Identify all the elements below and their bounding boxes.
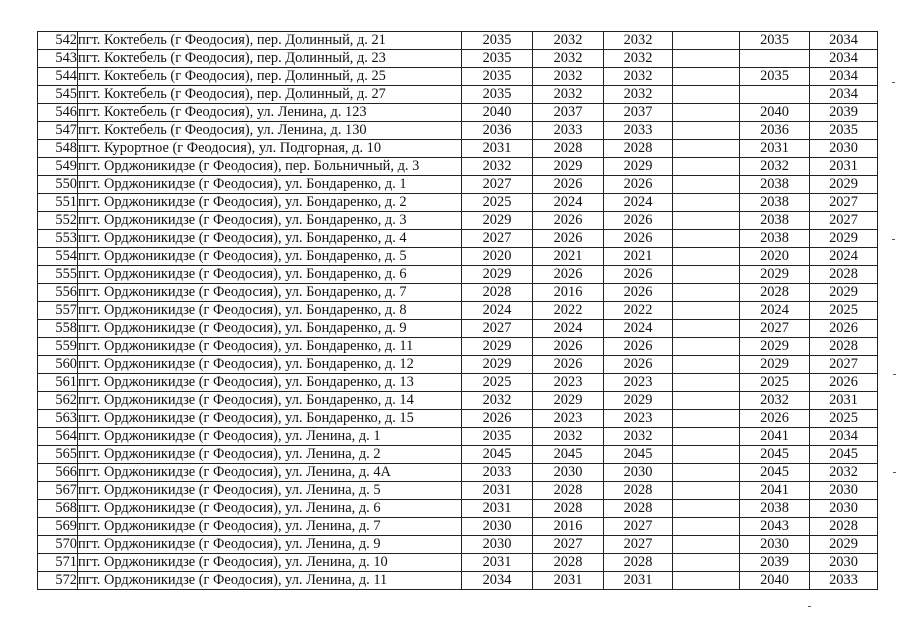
year-col-6: 2027 xyxy=(810,356,878,374)
scan-speck xyxy=(892,239,895,240)
table-row xyxy=(38,86,878,104)
year-col-6: 2030 xyxy=(810,140,878,158)
year-col-2: 2032 xyxy=(533,86,604,104)
year-col-2: 2028 xyxy=(533,500,604,518)
table-row xyxy=(38,266,878,284)
year-col-2: 2024 xyxy=(533,194,604,212)
address-cell: пгт. Коктебель (г Феодосия), пер. Долинный, д. 27 xyxy=(78,86,462,104)
year-col-4 xyxy=(673,140,740,158)
row-number: 550 xyxy=(38,176,78,194)
year-col-6: 2030 xyxy=(810,500,878,518)
year-col-1: 2035 xyxy=(462,86,533,104)
row-number: 553 xyxy=(38,230,78,248)
row-number: 545 xyxy=(38,86,78,104)
year-col-4 xyxy=(673,374,740,392)
year-col-4 xyxy=(673,338,740,356)
year-col-1: 2030 xyxy=(462,536,533,554)
year-col-3: 2029 xyxy=(604,158,673,176)
table-row xyxy=(38,212,878,230)
year-col-3: 2045 xyxy=(604,446,673,464)
address-cell: пгт. Орджоникидзе (г Феодосия), ул. Ленина, д. 10 xyxy=(78,554,462,572)
year-col-4 xyxy=(673,518,740,536)
table-row xyxy=(38,392,878,410)
address-cell: пгт. Орджоникидзе (г Феодосия), ул. Ленина, д. 1 xyxy=(78,428,462,446)
row-number: 554 xyxy=(38,248,78,266)
year-col-1: 2033 xyxy=(462,464,533,482)
year-col-1: 2025 xyxy=(462,374,533,392)
year-col-1: 2040 xyxy=(462,104,533,122)
year-col-1: 2027 xyxy=(462,176,533,194)
row-number: 557 xyxy=(38,302,78,320)
year-col-1: 2030 xyxy=(462,518,533,536)
year-col-5 xyxy=(740,86,810,104)
year-col-5: 2028 xyxy=(740,284,810,302)
address-cell: пгт. Коктебель (г Феодосия), ул. Ленина, д. 130 xyxy=(78,122,462,140)
address-cell: пгт. Орджоникидзе (г Феодосия), ул. Бондаренко, д. 4 xyxy=(78,230,462,248)
year-col-4 xyxy=(673,356,740,374)
year-col-5: 2038 xyxy=(740,212,810,230)
year-col-6: 2028 xyxy=(810,518,878,536)
year-col-4 xyxy=(673,554,740,572)
year-col-1: 2024 xyxy=(462,302,533,320)
address-cell: пгт. Курортное (г Феодосия), ул. Подгорная, д. 10 xyxy=(78,140,462,158)
year-col-3: 2032 xyxy=(604,50,673,68)
year-col-1: 2031 xyxy=(462,140,533,158)
year-col-6: 2032 xyxy=(810,464,878,482)
address-cell: пгт. Орджоникидзе (г Феодосия), ул. Бондаренко, д. 6 xyxy=(78,266,462,284)
row-number: 562 xyxy=(38,392,78,410)
address-cell: пгт. Орджоникидзе (г Феодосия), ул. Ленина, д. 4А xyxy=(78,464,462,482)
row-number: 570 xyxy=(38,536,78,554)
year-col-2: 2026 xyxy=(533,212,604,230)
year-col-4 xyxy=(673,212,740,230)
address-cell: пгт. Коктебель (г Феодосия), пер. Долинный, д. 25 xyxy=(78,68,462,86)
year-col-5: 2035 xyxy=(740,32,810,50)
housing-register-table xyxy=(37,31,878,590)
row-number: 565 xyxy=(38,446,78,464)
year-col-3: 2031 xyxy=(604,572,673,590)
year-col-5: 2036 xyxy=(740,122,810,140)
year-col-3: 2027 xyxy=(604,536,673,554)
address-cell: пгт. Орджоникидзе (г Феодосия), ул. Ленина, д. 2 xyxy=(78,446,462,464)
year-col-4 xyxy=(673,410,740,428)
year-col-6: 2028 xyxy=(810,338,878,356)
year-col-3: 2033 xyxy=(604,122,673,140)
year-col-6: 2028 xyxy=(810,266,878,284)
row-number: 563 xyxy=(38,410,78,428)
row-number: 548 xyxy=(38,140,78,158)
year-col-1: 2029 xyxy=(462,212,533,230)
table-row xyxy=(38,230,878,248)
year-col-1: 2027 xyxy=(462,230,533,248)
year-col-5: 2038 xyxy=(740,500,810,518)
year-col-3: 2028 xyxy=(604,140,673,158)
table-row xyxy=(38,248,878,266)
year-col-1: 2031 xyxy=(462,500,533,518)
table-row xyxy=(38,518,878,536)
address-cell: пгт. Коктебель (г Феодосия), пер. Долинный, д. 23 xyxy=(78,50,462,68)
year-col-2: 2032 xyxy=(533,50,604,68)
year-col-4 xyxy=(673,194,740,212)
address-cell: пгт. Орджоникидзе (г Феодосия), ул. Ленина, д. 9 xyxy=(78,536,462,554)
year-col-1: 2036 xyxy=(462,122,533,140)
year-col-5: 2024 xyxy=(740,302,810,320)
year-col-2: 2016 xyxy=(533,518,604,536)
year-col-3: 2022 xyxy=(604,302,673,320)
table-row xyxy=(38,482,878,500)
year-col-2: 2024 xyxy=(533,320,604,338)
year-col-5: 2041 xyxy=(740,428,810,446)
year-col-5: 2038 xyxy=(740,230,810,248)
year-col-5: 2039 xyxy=(740,554,810,572)
year-col-2: 2033 xyxy=(533,122,604,140)
row-number: 555 xyxy=(38,266,78,284)
address-cell: пгт. Орджоникидзе (г Феодосия), ул. Ленина, д. 6 xyxy=(78,500,462,518)
year-col-5: 2041 xyxy=(740,482,810,500)
row-number: 546 xyxy=(38,104,78,122)
year-col-3: 2030 xyxy=(604,464,673,482)
year-col-4 xyxy=(673,464,740,482)
year-col-5: 2026 xyxy=(740,410,810,428)
row-number: 542 xyxy=(38,32,78,50)
year-col-2: 2032 xyxy=(533,428,604,446)
year-col-3: 2032 xyxy=(604,428,673,446)
table-row xyxy=(38,50,878,68)
year-col-6: 2026 xyxy=(810,320,878,338)
year-col-1: 2031 xyxy=(462,482,533,500)
address-cell: пгт. Орджоникидзе (г Феодосия), ул. Бондаренко, д. 11 xyxy=(78,338,462,356)
year-col-5: 2029 xyxy=(740,266,810,284)
year-col-6: 2029 xyxy=(810,284,878,302)
table-row xyxy=(38,428,878,446)
table-row xyxy=(38,554,878,572)
year-col-3: 2032 xyxy=(604,68,673,86)
year-col-6: 2027 xyxy=(810,194,878,212)
year-col-5: 2032 xyxy=(740,158,810,176)
year-col-4 xyxy=(673,536,740,554)
year-col-3: 2028 xyxy=(604,500,673,518)
year-col-2: 2026 xyxy=(533,176,604,194)
year-col-5: 2038 xyxy=(740,194,810,212)
year-col-3: 2021 xyxy=(604,248,673,266)
year-col-6: 2030 xyxy=(810,554,878,572)
year-col-3: 2026 xyxy=(604,266,673,284)
table-row xyxy=(38,446,878,464)
row-number: 564 xyxy=(38,428,78,446)
year-col-2: 2028 xyxy=(533,554,604,572)
year-col-2: 2032 xyxy=(533,68,604,86)
year-col-5: 2031 xyxy=(740,140,810,158)
year-col-2: 2026 xyxy=(533,266,604,284)
table-row xyxy=(38,32,878,50)
year-col-2: 2028 xyxy=(533,140,604,158)
year-col-5: 2029 xyxy=(740,338,810,356)
row-number: 567 xyxy=(38,482,78,500)
row-number: 560 xyxy=(38,356,78,374)
address-cell: пгт. Орджоникидзе (г Феодосия), ул. Ленина, д. 7 xyxy=(78,518,462,536)
year-col-3: 2026 xyxy=(604,356,673,374)
table-row xyxy=(38,68,878,86)
year-col-5 xyxy=(740,50,810,68)
year-col-1: 2035 xyxy=(462,50,533,68)
table-row xyxy=(38,410,878,428)
year-col-4 xyxy=(673,446,740,464)
address-cell: пгт. Орджоникидзе (г Феодосия), ул. Бондаренко, д. 7 xyxy=(78,284,462,302)
year-col-6: 2031 xyxy=(810,392,878,410)
address-cell: пгт. Орджоникидзе (г Феодосия), пер. Больничный, д. 3 xyxy=(78,158,462,176)
year-col-6: 2035 xyxy=(810,122,878,140)
year-col-1: 2020 xyxy=(462,248,533,266)
year-col-6: 2029 xyxy=(810,230,878,248)
table-row xyxy=(38,356,878,374)
year-col-4 xyxy=(673,500,740,518)
year-col-4 xyxy=(673,230,740,248)
table-row xyxy=(38,284,878,302)
address-cell: пгт. Коктебель (г Феодосия), ул. Ленина, д. 123 xyxy=(78,104,462,122)
year-col-5: 2027 xyxy=(740,320,810,338)
address-cell: пгт. Орджоникидзе (г Феодосия), ул. Бондаренко, д. 1 xyxy=(78,176,462,194)
year-col-1: 2028 xyxy=(462,284,533,302)
year-col-1: 2029 xyxy=(462,356,533,374)
scan-speck xyxy=(892,82,895,83)
year-col-5: 2025 xyxy=(740,374,810,392)
year-col-2: 2016 xyxy=(533,284,604,302)
year-col-4 xyxy=(673,392,740,410)
year-col-2: 2022 xyxy=(533,302,604,320)
address-cell: пгт. Орджоникидзе (г Феодосия), ул. Бондаренко, д. 15 xyxy=(78,410,462,428)
year-col-5: 2040 xyxy=(740,104,810,122)
year-col-6: 2030 xyxy=(810,482,878,500)
address-cell: пгт. Орджоникидзе (г Феодосия), ул. Ленина, д. 11 xyxy=(78,572,462,590)
row-number: 549 xyxy=(38,158,78,176)
year-col-6: 2045 xyxy=(810,446,878,464)
year-col-3: 2026 xyxy=(604,230,673,248)
year-col-4 xyxy=(673,320,740,338)
table-row xyxy=(38,338,878,356)
year-col-1: 2029 xyxy=(462,338,533,356)
row-number: 566 xyxy=(38,464,78,482)
year-col-3: 2032 xyxy=(604,86,673,104)
table-row xyxy=(38,536,878,554)
year-col-2: 2027 xyxy=(533,536,604,554)
year-col-4 xyxy=(673,302,740,320)
scan-speck xyxy=(808,606,811,607)
row-number: 561 xyxy=(38,374,78,392)
year-col-6: 2034 xyxy=(810,428,878,446)
year-col-1: 2032 xyxy=(462,158,533,176)
table-row xyxy=(38,140,878,158)
year-col-2: 2021 xyxy=(533,248,604,266)
year-col-3: 2028 xyxy=(604,482,673,500)
year-col-3: 2037 xyxy=(604,104,673,122)
year-col-3: 2028 xyxy=(604,554,673,572)
year-col-6: 2025 xyxy=(810,302,878,320)
table-row xyxy=(38,320,878,338)
year-col-5: 2040 xyxy=(740,572,810,590)
row-number: 544 xyxy=(38,68,78,86)
year-col-5: 2038 xyxy=(740,176,810,194)
table-row xyxy=(38,500,878,518)
year-col-4 xyxy=(673,482,740,500)
year-col-4 xyxy=(673,248,740,266)
year-col-3: 2032 xyxy=(604,32,673,50)
year-col-1: 2035 xyxy=(462,428,533,446)
year-col-6: 2034 xyxy=(810,68,878,86)
year-col-4 xyxy=(673,104,740,122)
row-number: 547 xyxy=(38,122,78,140)
year-col-5: 2020 xyxy=(740,248,810,266)
row-number: 572 xyxy=(38,572,78,590)
row-number: 559 xyxy=(38,338,78,356)
year-col-5: 2045 xyxy=(740,446,810,464)
year-col-2: 2029 xyxy=(533,158,604,176)
year-col-1: 2035 xyxy=(462,32,533,50)
table-row xyxy=(38,176,878,194)
year-col-3: 2026 xyxy=(604,176,673,194)
year-col-1: 2027 xyxy=(462,320,533,338)
year-col-5: 2035 xyxy=(740,68,810,86)
year-col-3: 2024 xyxy=(604,320,673,338)
address-cell: пгт. Орджоникидзе (г Феодосия), ул. Бондаренко, д. 5 xyxy=(78,248,462,266)
year-col-2: 2026 xyxy=(533,230,604,248)
year-col-2: 2023 xyxy=(533,410,604,428)
year-col-4 xyxy=(673,158,740,176)
scan-speck xyxy=(893,374,896,375)
year-col-6: 2031 xyxy=(810,158,878,176)
row-number: 569 xyxy=(38,518,78,536)
table-row xyxy=(38,194,878,212)
year-col-1: 2045 xyxy=(462,446,533,464)
year-col-5: 2030 xyxy=(740,536,810,554)
table-row xyxy=(38,572,878,590)
address-cell: пгт. Коктебель (г Феодосия), пер. Долинный, д. 21 xyxy=(78,32,462,50)
table-row xyxy=(38,464,878,482)
year-col-4 xyxy=(673,86,740,104)
address-cell: пгт. Орджоникидзе (г Феодосия), ул. Бондаренко, д. 2 xyxy=(78,194,462,212)
address-cell: пгт. Орджоникидзе (г Феодосия), ул. Бондаренко, д. 8 xyxy=(78,302,462,320)
table-row xyxy=(38,374,878,392)
year-col-2: 2029 xyxy=(533,392,604,410)
year-col-4 xyxy=(673,176,740,194)
year-col-5: 2043 xyxy=(740,518,810,536)
row-number: 552 xyxy=(38,212,78,230)
year-col-6: 2025 xyxy=(810,410,878,428)
year-col-2: 2030 xyxy=(533,464,604,482)
year-col-4 xyxy=(673,428,740,446)
year-col-3: 2026 xyxy=(604,212,673,230)
table-row xyxy=(38,104,878,122)
year-col-6: 2027 xyxy=(810,212,878,230)
year-col-2: 2028 xyxy=(533,482,604,500)
year-col-2: 2032 xyxy=(533,32,604,50)
table-body xyxy=(38,32,878,590)
year-col-4 xyxy=(673,572,740,590)
year-col-3: 2024 xyxy=(604,194,673,212)
year-col-1: 2031 xyxy=(462,554,533,572)
row-number: 543 xyxy=(38,50,78,68)
year-col-1: 2035 xyxy=(462,68,533,86)
address-cell: пгт. Орджоникидзе (г Феодосия), ул. Бондаренко, д. 9 xyxy=(78,320,462,338)
row-number: 558 xyxy=(38,320,78,338)
address-cell: пгт. Орджоникидзе (г Феодосия), ул. Бондаренко, д. 3 xyxy=(78,212,462,230)
address-cell: пгт. Орджоникидзе (г Феодосия), ул. Ленина, д. 5 xyxy=(78,482,462,500)
address-cell: пгт. Орджоникидзе (г Феодосия), ул. Бондаренко, д. 13 xyxy=(78,374,462,392)
year-col-6: 2034 xyxy=(810,32,878,50)
year-col-3: 2026 xyxy=(604,284,673,302)
table-row xyxy=(38,122,878,140)
year-col-2: 2023 xyxy=(533,374,604,392)
year-col-1: 2025 xyxy=(462,194,533,212)
year-col-4 xyxy=(673,122,740,140)
year-col-1: 2032 xyxy=(462,392,533,410)
year-col-1: 2034 xyxy=(462,572,533,590)
scan-speck xyxy=(893,472,896,473)
year-col-6: 2026 xyxy=(810,374,878,392)
year-col-4 xyxy=(673,68,740,86)
year-col-4 xyxy=(673,50,740,68)
year-col-5: 2045 xyxy=(740,464,810,482)
year-col-6: 2029 xyxy=(810,536,878,554)
year-col-2: 2026 xyxy=(533,356,604,374)
year-col-1: 2029 xyxy=(462,266,533,284)
year-col-5: 2032 xyxy=(740,392,810,410)
year-col-6: 2034 xyxy=(810,50,878,68)
row-number: 556 xyxy=(38,284,78,302)
address-cell: пгт. Орджоникидзе (г Феодосия), ул. Бондаренко, д. 12 xyxy=(78,356,462,374)
year-col-6: 2024 xyxy=(810,248,878,266)
year-col-2: 2037 xyxy=(533,104,604,122)
table-row xyxy=(38,302,878,320)
year-col-3: 2027 xyxy=(604,518,673,536)
year-col-6: 2039 xyxy=(810,104,878,122)
year-col-2: 2026 xyxy=(533,338,604,356)
year-col-1: 2026 xyxy=(462,410,533,428)
year-col-3: 2023 xyxy=(604,374,673,392)
year-col-3: 2026 xyxy=(604,338,673,356)
row-number: 551 xyxy=(38,194,78,212)
year-col-6: 2029 xyxy=(810,176,878,194)
year-col-3: 2029 xyxy=(604,392,673,410)
row-number: 571 xyxy=(38,554,78,572)
year-col-3: 2023 xyxy=(604,410,673,428)
year-col-4 xyxy=(673,284,740,302)
year-col-5: 2029 xyxy=(740,356,810,374)
year-col-2: 2031 xyxy=(533,572,604,590)
row-number: 568 xyxy=(38,500,78,518)
year-col-4 xyxy=(673,32,740,50)
address-cell: пгт. Орджоникидзе (г Феодосия), ул. Бондаренко, д. 14 xyxy=(78,392,462,410)
table-row xyxy=(38,158,878,176)
year-col-6: 2033 xyxy=(810,572,878,590)
year-col-2: 2045 xyxy=(533,446,604,464)
year-col-4 xyxy=(673,266,740,284)
year-col-6: 2034 xyxy=(810,86,878,104)
